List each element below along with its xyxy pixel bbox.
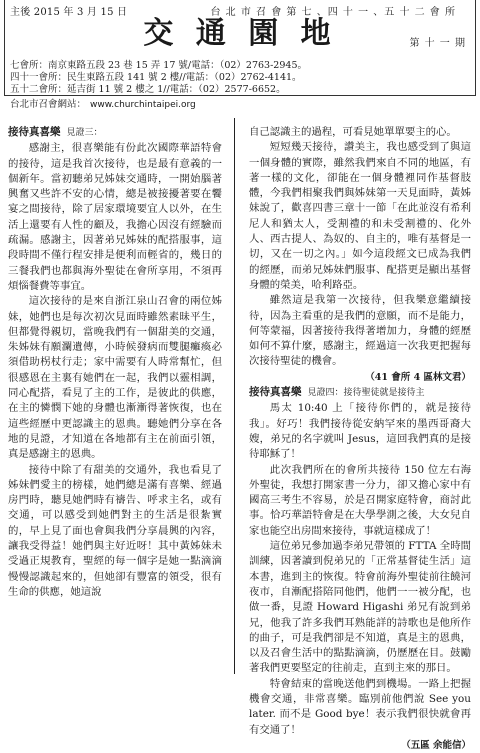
heading-title: 接待真喜樂 [8,126,61,138]
section-heading [249,385,471,401]
church-name: 台 北 市 召 會 第 七 、四 十 一 、五 十 二 會 所 [210,7,456,18]
article-paragraph: 接待中除了有甜美的交通外，我也看見了姊妹們愛主的榜樣，她們總是滿有喜樂、經過房門時，聽見她們時有禱告、呼求主名，或有交通，可以感受到她們對主的生活是很紮實的，早上見了面也會與我們分享晨興的內容，讓我受得益！她們與主好近呀！其中黃姊妹未受過正規教育，聖經的每一個字是她一點滴滴慢慢認識起來的，但她卻有豐富的領受，很有生命的供應，她這說 [8,463,222,598]
newsletter-title: 交 通 園 地 [143,16,337,51]
article-paragraph: 自己認識主的過程，可看見她單單要主的心。 [249,126,457,138]
section-heading [8,125,222,141]
address-line: 五十二會所：延吉街 11 號 2 樓之 1//電話：（02）2577-6652。 [10,84,286,95]
website-label: 台北市召會網站： [10,99,87,110]
address-line: 七會所：南京東路五段 23 巷 15 弄 17 號/電話：（02）2763-2945。 [10,60,307,71]
column-divider [234,118,235,674]
right-column [249,125,471,753]
author-signature: （41 會所 4 區林文君） [365,371,471,383]
issue-date: 主後 2015 年 3 月 15 日 [10,7,128,18]
author-signature: （五區 余能信） [401,739,471,751]
article-paragraph: 特會結束的當晚送他們到機場。一路上把握機會交通，非常喜樂。臨別前他們說 See you later. 而不是 Good bye！表示我們很快就會再有交通了！ [249,677,471,736]
article-paragraph: 馬太 10:40 上「接待你們的，就是接待我」。好巧！我們接待從安納罕來的墨西哥裔大嫂，弟兄的名字就叫 Jesus，這回我們真的是接待耶穌了！ [249,402,471,461]
article-paragraph: 感謝主，很喜樂能有份此次國際華語特會的接待，這是我首次接待，也是最有意義的一個新年。當初聽弟兄姊妹交通時，一開始腦著興奮又些許不安的心情，總是被接擾著要在饗宴之間接待，除了居家環境要宜人以外，在生活上還要有人性的顧及，我擔心因沒有經驗而疏漏。感謝主，因著弟兄姊妹的配搭服事，這段時間不僅行程安排是便利而輕省的，幾日的三餐我們也都與海外聖徒在會所享用，不須再煩惱餐費等事宜。 [8,142,222,292]
issue-number: 第 十 一 期 [409,38,466,49]
left-column [8,125,222,600]
address-line: 四十一會所：民生東路五段 141 號 2 樓//電話：（02）2762-4141。 [10,72,302,83]
testimony-byline: 見證四：接待聖徒就是接待主 [307,388,425,399]
article-paragraph: 短短幾天接待，讚美主，我也感受到了與這一個身體的實際，雖然我們來自不同的地區，有著一樣的文化，卻能在一個身體裡同作基督肢體，今我們相聚我們與姊妹第一天見面時，黃姊妹說了，歡喜四書三章十一節「在此並沒有希利尼人和猶太人，受割禮的和未受割禮的、化外人、西古提人、為奴的、自主的，唯有基督是一切，又在一切之內。」如今這段經文已成為我們的經歷，而弟兄姊妹們服事、配搭更是顯出基督身體的榮美，哈利路亞。 [249,141,471,291]
article-paragraph: 這次接待的是來自浙江泉山召會的兩位姊妹，她們也是每次初次見面時雖然素昧平生，但都覺得親切，當晚我們有一個甜美的交通，朱姊妹有願瀾遺傳，小時候發病而雙腿癱瘓必須借助柺杖行走；家中需要有人時常幫忙，但很感恩在主裏有她們在一起，我們以靈相調，同心配搭，看見了主的工作，是彼此的供應，在主的憐憫下她的身體也漸漸得著恢復，也在這些經歷中更認識主的恩典。聽她們分享在各地的見證，才知道在各地都有主在前面引領，真是感謝主的恩典。 [8,295,222,461]
testimony-byline: 見證三： [66,128,103,138]
heading-title: 接待真喜樂 [249,386,302,399]
website-link[interactable]: www.churchintaipei.org [90,100,196,110]
article-paragraph: 雖然這是我第一次接待，但我樂意繼續接待，因為主看重的是我們的意願，而不是能力，何等蒙福，因著接待我得著增加力，身體的經歷如何不算什麼，感謝主，經過這一次我更把握每次接待聖徒的機會。 [249,294,471,368]
article-paragraph: 這位弟兄參加過李弟兄帶領的 FTTA 全時間訓練，因著讀到倪弟兄的「正常基督徒生活」這本書，進到主的恢復。特會前海外聖徒前往饒河夜市，自漸配搭陪同他們，他們一一被分配，也做一番，見證 Howard Higashi 弟兄有說到弟兄，他我了許多我們耳熟能詳的詩歌也是他所作的曲子，可是我們卻是不知道，真是主的恩典，以及召會生活中的點點滴滴，仍歷歷在目。鼓勵著我們更要堅定的往前走，直到主來的那日。 [249,540,471,675]
website-line [10,96,196,110]
article-paragraph: 此次我們所在的會所共接待 150 位左右海外聖徒，我想打開家書一分力，卻又擔心家中有國高三考生不容易，於是召開家庭特會，商討此事。恰巧華語特會是在大學學測之後，大女兒自家也能空出房間來接待，事就這樣成了！ [249,463,471,537]
